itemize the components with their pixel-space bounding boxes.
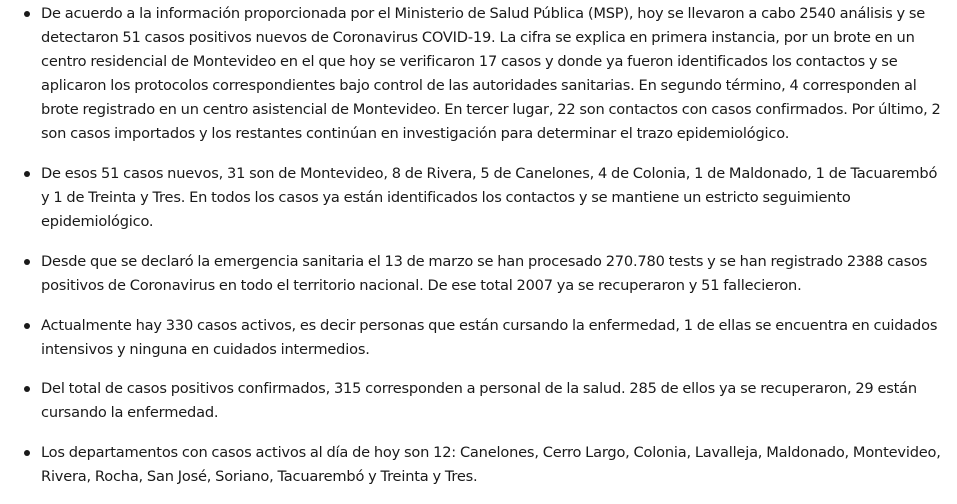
bullet-dot-icon <box>24 11 30 17</box>
list-item-text: Actualmente hay 330 casos activos, es decir personas que están cursando la enfermedad, 1 de ellas se encuentra en cuidados intensivos y ninguna en cuidados intermedios. <box>41 317 938 358</box>
bullet-dot-icon <box>24 259 30 265</box>
list-item <box>41 2 947 146</box>
list-item-text: De esos 51 casos nuevos, 31 son de Montevideo, 8 de Rivera, 5 de Canelones, 4 de Colonia, 1 de Maldonado, 1 de Tacuarembó y 1 de Treinta y Tres. En todos los casos ya están identificados los contactos y se mantiene un estricto seguimiento epidemiológico. <box>41 165 938 230</box>
list-item-text: Los departamentos con casos activos al día de hoy son 12: Canelones, Cerro Largo, Colonia, Lavalleja, Maldonado, Montevideo, Rivera, Rocha, San José, Soriano, Tacuarembó y Treinta y Tres. <box>41 444 941 485</box>
list-item-text: Desde que se declaró la emergencia sanitaria el 13 de marzo se han procesado 270.780 tests y se han registrado 2388 casos positivos de Coronavirus en todo el territorio nacional. De ese total 2007 ya se recuperaron y 51 fallecieron. <box>41 253 928 294</box>
list-item-text: De acuerdo a la información proporcionada por el Ministerio de Salud Pública (MSP), hoy se llevaron a cabo 2540 análisis y se detectaron 51 casos positivos nuevos de Coronavirus COVID-19. La cifra se explica en primera instancia, por un brote en un centro residencial de Montevideo en el que hoy se verificaron 17 casos y donde ya fueron identificados los contactos y se aplicaron los protocolos correspondientes bajo control de las autoridades sanitarias. En segundo término, 4 corresponden al brote registrado en un centro asistencial de Montevideo. En tercer lugar, 22 son contactos con casos confirmados. Por último, 2 son casos importados y los restantes continúan en investigación para determinar el trazo epidemiológico. <box>41 5 941 142</box>
bullet-dot-icon <box>24 323 30 329</box>
list-item <box>41 377 947 425</box>
list-item <box>41 314 947 362</box>
list-item <box>41 250 947 298</box>
bullet-dot-icon <box>24 386 30 392</box>
bullet-dot-icon <box>24 450 30 456</box>
list-item <box>41 162 947 234</box>
list-item-text: Del total de casos positivos confirmados, 315 corresponden a personal de la salud. 285 de ellos ya se recuperaron, 29 están cursando la enfermedad. <box>41 380 917 421</box>
list-item <box>41 441 947 489</box>
bullet-dot-icon <box>24 171 30 177</box>
